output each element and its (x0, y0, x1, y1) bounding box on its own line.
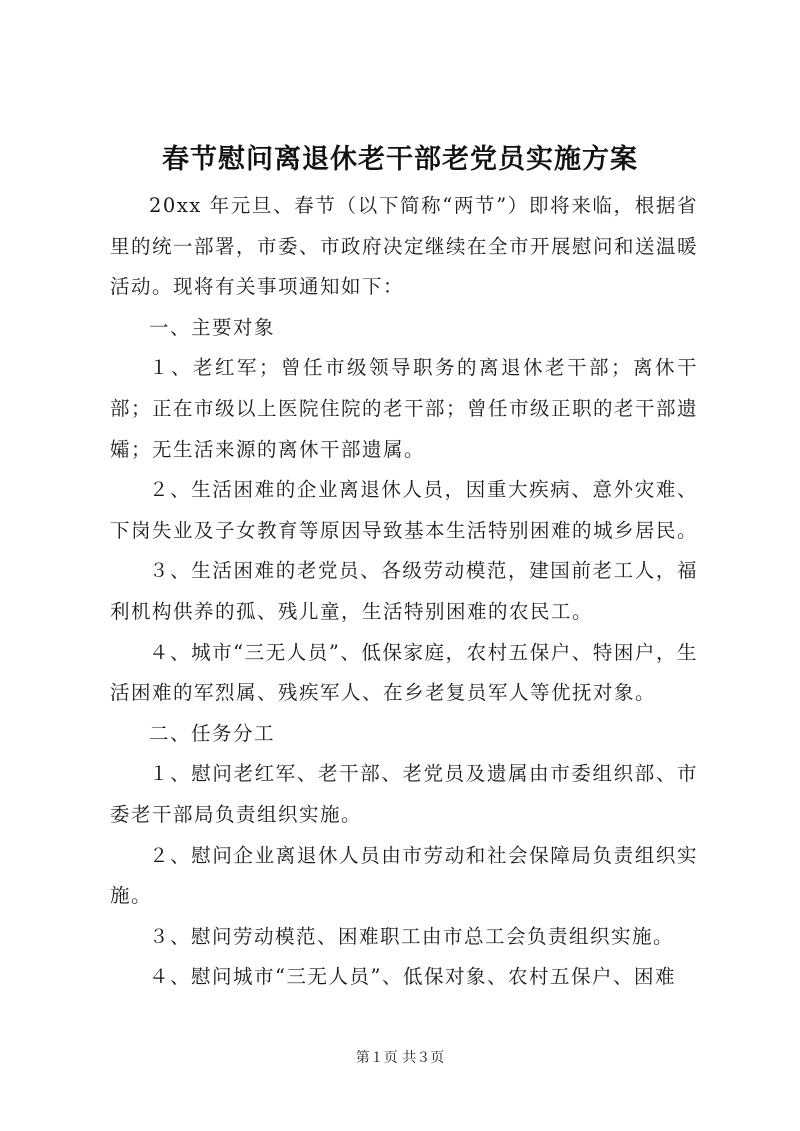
document-body (110, 186, 698, 998)
paragraph-item-2-3: ３、慰问劳动模范、困难职工由市总工会负责组织实施。 (149, 924, 675, 948)
paragraph-item-1-3: ３、生活困难的老党员、各级劳动模范，建国前老工人，福利机构供养的孤、残儿童，生活特别困难的农民工。 (110, 559, 698, 623)
paragraph-item-2-1: １、慰问老红军、老干部、老党员及遗属由市委组织部、市委老干部局负责组织实施。 (110, 762, 698, 826)
paragraph-item-2-4: ４、慰问城市“三无人员”、低保对象、农村五保户、困难 (149, 965, 676, 989)
page-number-footer: 第１页 共３页 (355, 1050, 445, 1066)
section-heading-2: 二、任务分工 (149, 721, 276, 745)
paragraph-intro: 20xx 年元旦、春节（以下简称“两节”）即将来临，根据省里的统一部署，市委、市政府决定继续在全市开展慰问和送温暖活动。现将有关事项通知如下： (110, 194, 699, 299)
paragraph-item-1-2: ２、生活困难的企业离退休人员，因重大疾病、意外灾难、下岗失业及子女教育等原因导致基本生活特别困难的城乡居民。 (110, 478, 699, 542)
paragraph-item-1-1: １、老红军；曾任市级领导职务的离退休老干部；离休干部；正在市级以上医院住院的老干部；曾任市级正职的老干部遗孀；无生活来源的离休干部遗属。 (110, 356, 699, 461)
paragraph-item-2-2: ２、慰问企业离退休人员由市劳动和社会保障局负责组织实施。 (110, 843, 698, 908)
paragraph-item-1-4: ４、城市“三无人员”、低保家庭，农村五保户、特困户，生活困难的军烈属、残疾军人、在乡老复员军人等优抚对象。 (110, 640, 698, 705)
section-heading-1: 一、主要对象 (149, 315, 276, 339)
document-title: 春节慰问离退休老干部老党员实施方案 (162, 144, 638, 175)
